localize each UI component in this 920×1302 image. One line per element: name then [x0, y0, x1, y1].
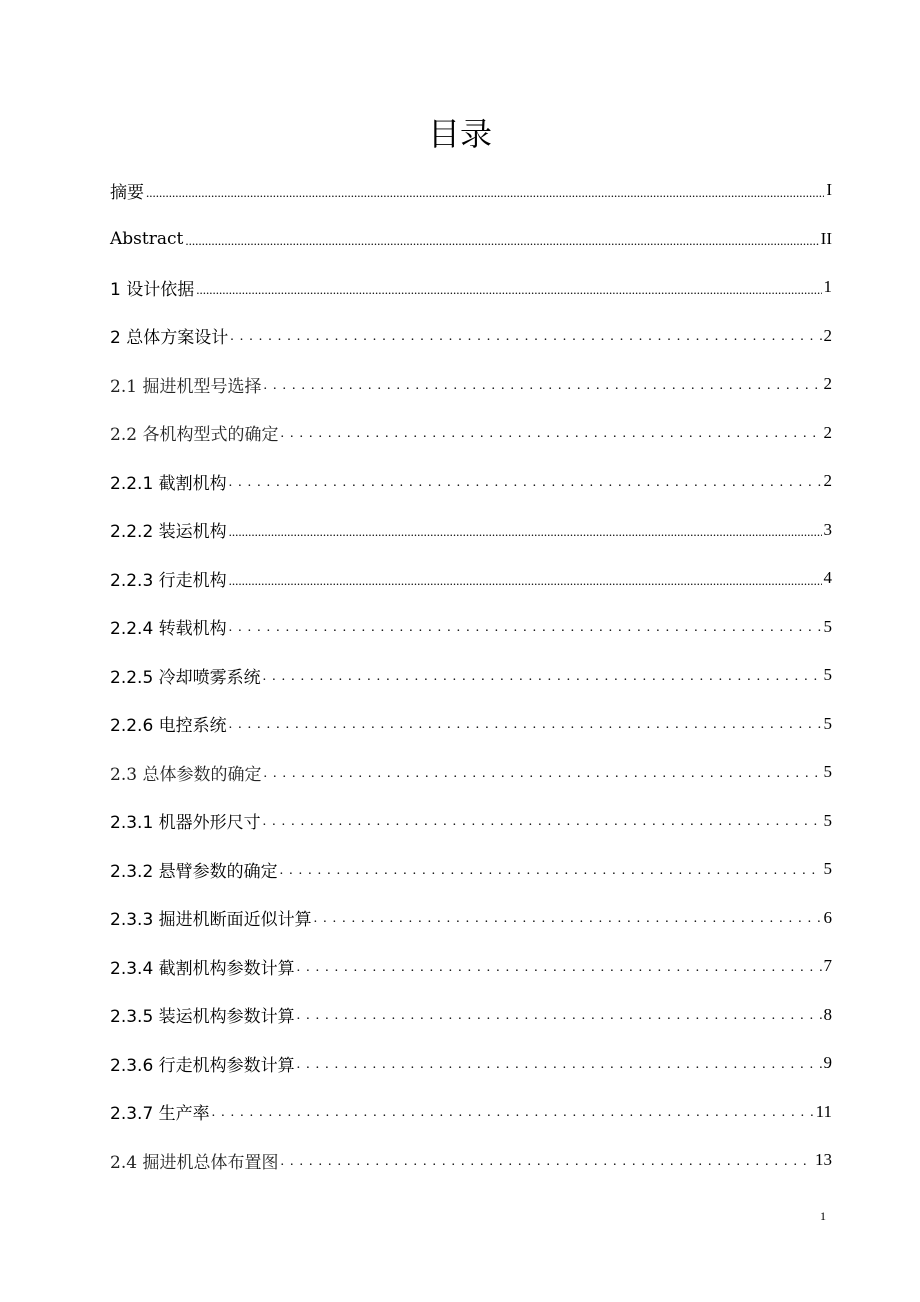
- toc-entry-page: 5: [823, 859, 832, 879]
- toc-entry-label: 2.2.1 截割机构: [110, 473, 227, 494]
- toc-entry-label: 1 设计依据: [110, 279, 195, 300]
- toc-entry-2-3-2[interactable]: [110, 845, 832, 894]
- toc-leader-dots: [280, 1155, 813, 1185]
- toc-entry-page: 11: [815, 1101, 832, 1121]
- toc-leader-dots: [229, 718, 822, 748]
- toc-leader-dots: [212, 1106, 814, 1136]
- toc-entry-2-3-5[interactable]: [110, 991, 832, 1040]
- toc-entry-page: 5: [823, 665, 832, 685]
- toc-leader-dots: [297, 1009, 822, 1039]
- toc-leader-dots: [297, 1058, 822, 1088]
- toc-entry-page: 3: [823, 519, 832, 539]
- toc-entry-page: 13: [815, 1150, 832, 1170]
- toc-entry-2-2[interactable]: [110, 409, 832, 458]
- toc-entry-2-2-6[interactable]: [110, 700, 832, 749]
- toc-leader-dots: [280, 427, 821, 457]
- toc-entry-label: 2 总体方案设计: [110, 328, 229, 349]
- toc-entry-label: 2.3.6 行走机构参数计算: [110, 1055, 295, 1076]
- toc-entry-page: 5: [823, 713, 832, 733]
- toc-entry-label: 2.2.5 冷却喷雾系统: [110, 667, 261, 688]
- toc-leader-dots: [297, 961, 822, 991]
- toc-entry-label: 摘要: [110, 182, 144, 203]
- toc-entry-2-3-6[interactable]: [110, 1039, 832, 1088]
- toc-leader-dots: [263, 379, 821, 409]
- toc-leader-dots: [263, 767, 821, 797]
- toc-entry-2-3-1[interactable]: [110, 797, 832, 846]
- toc-entry-page: 2: [823, 325, 832, 345]
- toc-entry-2-3-3[interactable]: [110, 894, 832, 943]
- toc-entry-page: 1: [823, 277, 832, 297]
- toc-entry-label: 2.2.6 电控系统: [110, 716, 227, 737]
- toc-entry-page: 2: [823, 374, 832, 394]
- toc-leader-dots: [185, 234, 818, 263]
- toc-entry-label: 2.2.3 行走机构: [110, 570, 227, 591]
- toc-leader-dots: [314, 912, 822, 942]
- toc-entry-page: 2: [823, 422, 832, 442]
- toc-entry-page: 2: [823, 471, 832, 491]
- toc-entry-page: 9: [823, 1053, 832, 1073]
- toc-entry-2-3[interactable]: [110, 748, 832, 797]
- toc-entry-1[interactable]: [110, 263, 832, 312]
- toc-entry-label: 2.3.3 掘进机断面近似计算: [110, 910, 312, 931]
- toc-entry-label: 2.3.1 机器外形尺寸: [110, 813, 261, 834]
- toc-entry-2-3-4[interactable]: [110, 942, 832, 991]
- toc-leader-dots: [263, 815, 822, 845]
- toc-entry-page: 4: [823, 568, 832, 588]
- toc-entry-abstract-cn[interactable]: [110, 166, 832, 215]
- toc-entry-2-2-1[interactable]: [110, 457, 832, 506]
- toc-leader-dots: [196, 283, 821, 312]
- toc-entry-label: 2.3.7 生产率: [110, 1104, 210, 1125]
- toc-entry-page: 5: [823, 616, 832, 636]
- toc-entry-label: 2.2 各机构型式的确定: [110, 425, 279, 446]
- toc-entry-2-2-2[interactable]: [110, 506, 832, 555]
- toc-leader-dots: [146, 186, 824, 215]
- toc-entry-page: II: [820, 228, 832, 248]
- toc-entry-label: 2.2.2 装运机构: [110, 522, 227, 543]
- toc-entry-label: 2.4 掘进机总体布置图: [110, 1152, 279, 1173]
- toc-entry-page: 8: [823, 1004, 832, 1024]
- toc-entry-page: 7: [823, 956, 832, 976]
- toc-entry-2-4[interactable]: [110, 1136, 832, 1185]
- toc-entry-label: 2.1 掘进机型号选择: [110, 376, 262, 397]
- toc-entry-2-2-4[interactable]: [110, 603, 832, 652]
- page-number: 1: [820, 1209, 826, 1223]
- toc-entry-label: 2.2.4 转载机构: [110, 619, 227, 640]
- toc-leader-dots: [229, 621, 822, 651]
- toc-entry-abstract-en[interactable]: [110, 215, 832, 264]
- toc-entry-page: 5: [823, 810, 832, 830]
- toc-leader-dots: [229, 525, 822, 554]
- toc-leader-dots: [230, 330, 821, 360]
- toc-entry-label: 2.3.5 装运机构参数计算: [110, 1007, 295, 1028]
- toc-leader-dots: [280, 864, 822, 894]
- toc-entry-2-1[interactable]: [110, 360, 832, 409]
- page-title: 目录: [427, 115, 492, 153]
- toc-entry-2-3-7[interactable]: [110, 1088, 832, 1137]
- toc-leader-dots: [229, 574, 822, 603]
- toc-entry-2[interactable]: [110, 312, 832, 361]
- toc-entry-label: 2.3 总体参数的确定: [110, 764, 262, 785]
- toc-entry-page: 6: [823, 907, 832, 927]
- toc-entry-2-2-3[interactable]: [110, 554, 832, 603]
- toc-leader-dots: [229, 476, 822, 506]
- table-of-contents: [110, 166, 832, 1185]
- toc-entry-page: 5: [823, 762, 832, 782]
- toc-leader-dots: [263, 670, 822, 700]
- toc-entry-label: Abstract: [110, 228, 184, 249]
- toc-entry-label: 2.3.2 悬臂参数的确定: [110, 861, 278, 882]
- toc-entry-label: 2.3.4 截割机构参数计算: [110, 958, 295, 979]
- toc-entry-page: I: [826, 180, 832, 200]
- toc-entry-2-2-5[interactable]: [110, 651, 832, 700]
